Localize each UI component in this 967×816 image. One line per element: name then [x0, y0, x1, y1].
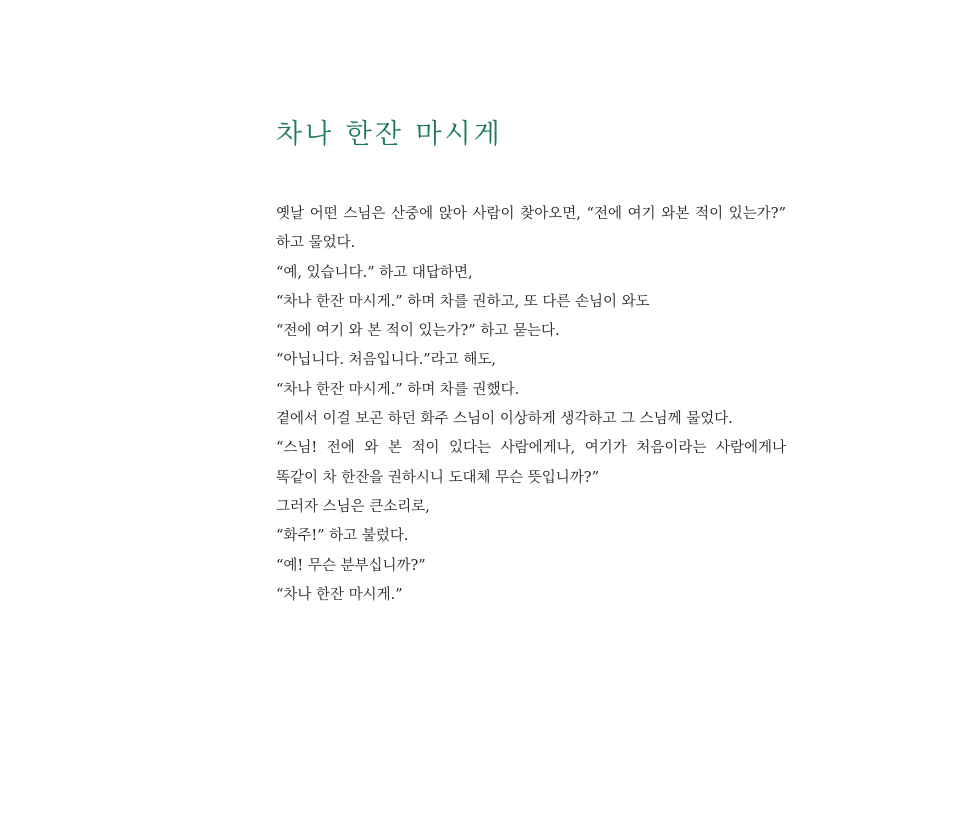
paragraph-offer-tea-2: “차나 한잔 마시게.” 하며 차를 권했다.: [276, 381, 520, 398]
paragraph-answer-no: “아닙니다. 처음입니다.”라고 해도,: [276, 352, 496, 369]
paragraph-offer-tea-1: “차나 한잔 마시게.” 하며 차를 권하고, 또 다른 손님이 와도: [276, 293, 650, 310]
page-title: 차나 한잔 마시게: [276, 119, 503, 150]
paragraph-opening: 옛날 어떤 스님은 산중에 앉아 사람이 찾아오면, “전에 여기 와본 적이 있는가?” 하고 물었다.: [276, 206, 786, 252]
paragraph-hwaju-question: “스님! 전에 와 본 적이 있다는 사람에게나, 여기가 처음이라는 사람에게나 똑같이 차 한잔을 권하시니 도대체 무슨 뜻입니까?”: [276, 440, 786, 486]
paragraph-loud-voice: 그러자 스님은 큰소리로,: [276, 498, 430, 515]
paragraph-hwaju-reply: “예! 무슨 분부십니까?”: [276, 557, 426, 574]
paragraph-call-hwaju: “화주!” 하고 불렀다.: [276, 528, 409, 545]
story-body: [276, 200, 786, 610]
paragraph-answer-yes: “예, 있습니다.” 하고 대답하면,: [276, 264, 473, 281]
paragraph-ask-again: “전에 여기 와 본 적이 있는가?” 하고 묻는다.: [276, 323, 560, 340]
paragraph-final-tea: “차나 한잔 마시게.”: [276, 586, 403, 603]
paragraph-hwaju-wonders: 곁에서 이걸 보곤 하던 화주 스님이 이상하게 생각하고 그 스님께 물었다.: [276, 411, 733, 428]
